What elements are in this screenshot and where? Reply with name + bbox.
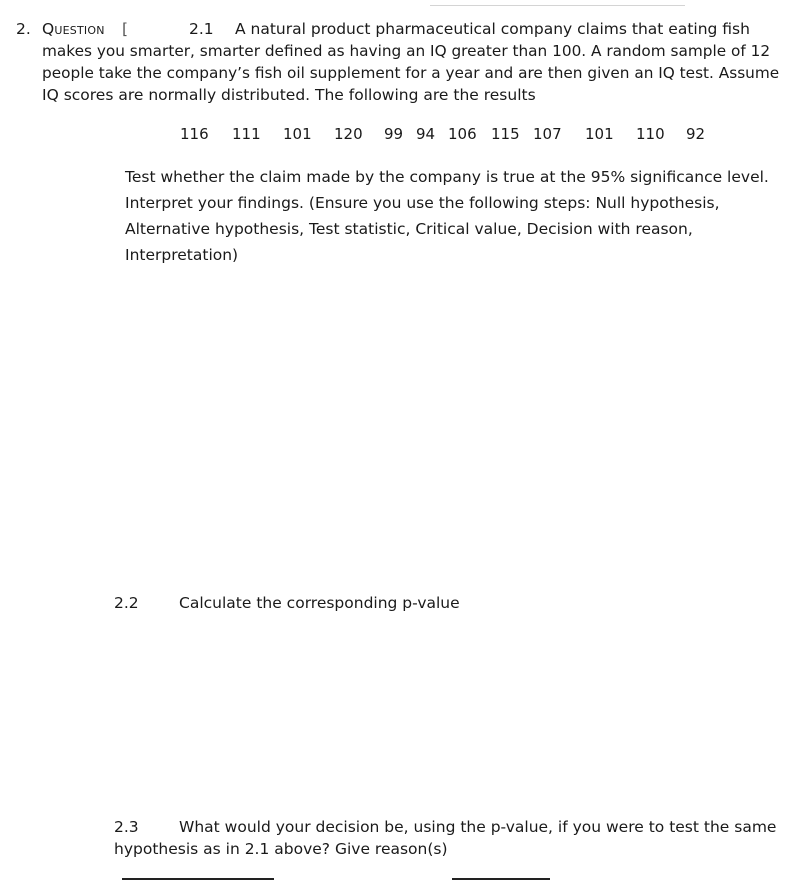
q23-number: 2.3: [114, 818, 139, 836]
q21-instruction-line-2: Interpret your findings. (Ensure you use the following steps: Null hypothesis,: [125, 194, 720, 212]
q21-intro-line-2: makes you smarter, smarter defined as having an IQ greater than 100. A random sample of 12: [42, 42, 771, 60]
q22-text: Calculate the corresponding p-value: [179, 594, 460, 612]
data-value: 101: [283, 125, 312, 143]
data-value: 120: [334, 125, 363, 143]
data-value: 111: [232, 125, 261, 143]
data-value: 94: [416, 125, 436, 143]
q21-number: 2.1: [189, 20, 214, 38]
q21-instruction-line-1: Test whether the claim made by the company is true at the 95% significance level.: [125, 168, 769, 186]
q21-intro-line-1: A natural product pharmaceutical company claims that eating fish: [235, 20, 750, 38]
bottom-rule-left: [122, 878, 274, 880]
q22-number: 2.2: [114, 594, 139, 612]
question-bracket: [: [122, 20, 129, 38]
data-value: 106: [448, 125, 477, 143]
q21-intro-line-4: IQ scores are normally distributed. The following are the results: [42, 86, 536, 104]
data-value: 92: [686, 125, 706, 143]
data-value: 115: [491, 125, 520, 143]
top-rule: [430, 5, 685, 6]
bottom-rule-right: [452, 878, 550, 880]
q23-line-2: hypothesis as in 2.1 above? Give reason(s): [114, 840, 448, 858]
data-value: 107: [533, 125, 562, 143]
q23-line-1: What would your decision be, using the p-value, if you were to test the same: [179, 818, 777, 836]
question-label: Question: [42, 20, 105, 38]
q21-instruction-line-4: Interpretation): [125, 246, 239, 264]
data-value: 116: [180, 125, 209, 143]
question-number: 2.: [16, 20, 31, 38]
data-value: 99: [384, 125, 404, 143]
q21-instruction-line-3: Alternative hypothesis, Test statistic, Critical value, Decision with reason,: [125, 220, 693, 238]
data-value: 110: [636, 125, 665, 143]
data-value: 101: [585, 125, 614, 143]
q21-intro-line-3: people take the company’s fish oil supplement for a year and are then given an IQ test. Assume: [42, 64, 780, 82]
